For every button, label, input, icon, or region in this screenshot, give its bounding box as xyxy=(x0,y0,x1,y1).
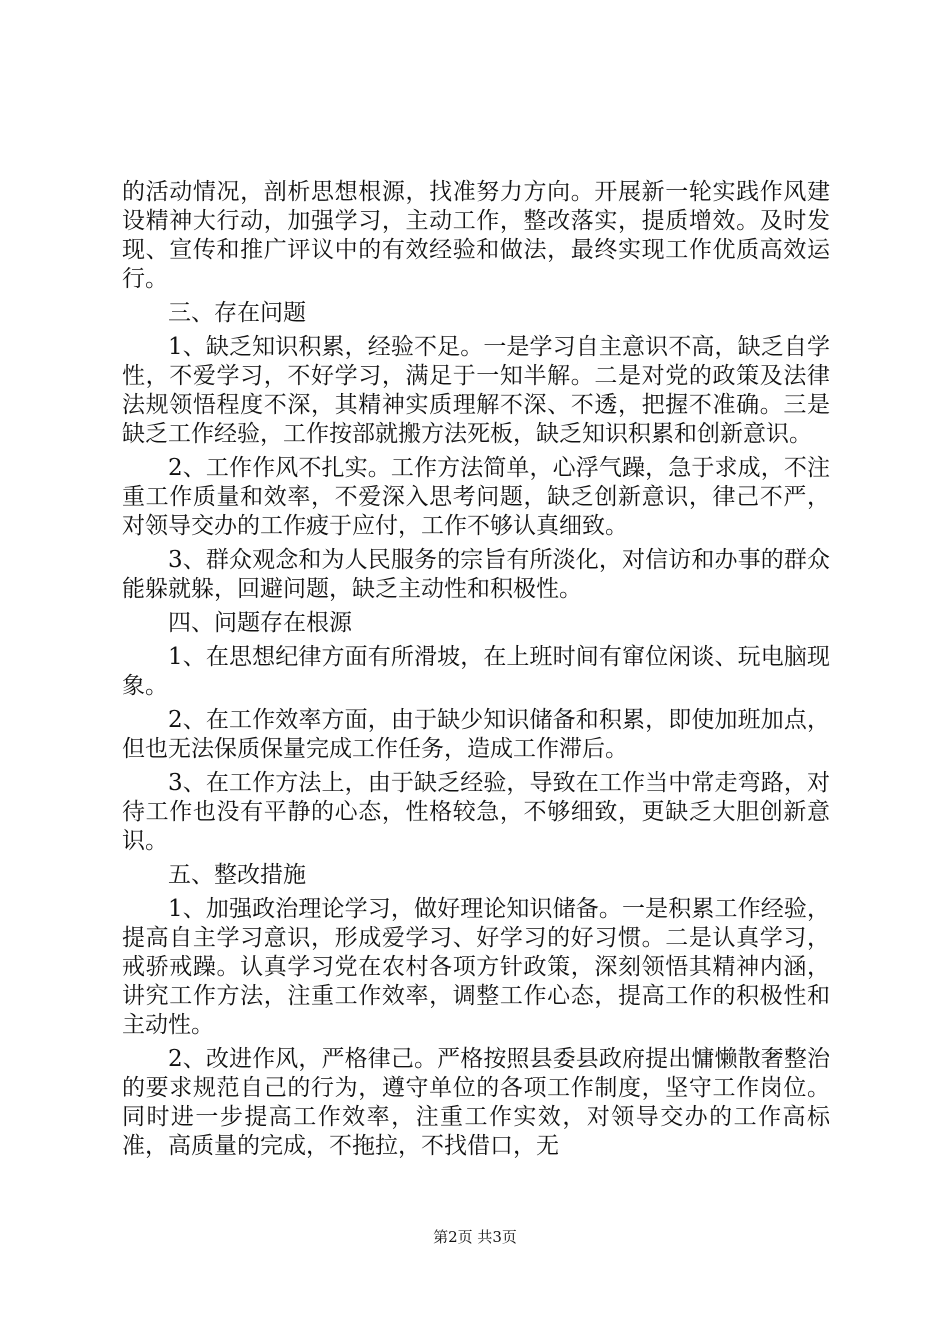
paragraph-problem-2: 2、工作作风不扎实。工作方法简单，心浮气躁，急于求成，不注重工作质量和效率，不爱深入思考问题，缺乏创新意识，律己不严，对领导交办的工作疲于应付，工作不够认真细致。 xyxy=(122,455,830,539)
paragraph-problem-3: 3、群众观念和为人民服务的宗旨有所淡化，对信访和办事的群众能躲就躲，回避问题，缺乏主动性和积极性。 xyxy=(122,547,830,602)
paragraph-cause-3: 3、在工作方法上，由于缺乏经验，导致在工作当中常走弯路，对待工作也没有平静的心态，性格较急，不够细致，更缺乏大胆创新意识。 xyxy=(122,770,830,854)
section-heading-problems: 三、存在问题 xyxy=(168,300,306,326)
section-heading-measures: 五、整改措施 xyxy=(168,862,306,888)
paragraph-cause-1: 1、在思想纪律方面有所滑坡，在上班时间有窜位闲谈、玩电脑现象。 xyxy=(122,644,830,699)
paragraph-problem-1: 1、缺乏知识积累，经验不足。一是学习自主意识不高，缺乏自学性，不爱学习，不好学习，满足于一知半解。二是对党的政策及法律法规领悟程度不深，其精神实质理解不深、不透，把握不准确。三是缺乏工作经验，工作按部就搬方法死板，缺乏知识积累和创新意识。 xyxy=(122,334,830,447)
section-heading-root-causes: 四、问题存在根源 xyxy=(168,610,352,636)
paragraph-continuation: 的活动情况，剖析思想根源，找准努力方向。开展新一轮实践作风建设精神大行动，加强学习，主动工作，整改落实，提质增效。及时发现、宣传和推广评议中的有效经验和做法，最终实现工作优质高效运行。 xyxy=(122,179,830,292)
paragraph-measure-2: 2、改进作风，严格律己。严格按照县委县政府提出慵懒散奢整治的要求规范自己的行为，遵守单位的各项工作制度，坚守工作岗位。同时进一步提高工作效率，注重工作实效，对领导交办的工作高标准，高质量的完成，不拖拉，不找借口，无 xyxy=(122,1046,830,1159)
paragraph-measure-1: 1、加强政治理论学习，做好理论知识储备。一是积累工作经验，提高自主学习意识，形成爱学习、好学习的好习惯。二是认真学习，戒骄戒躁。认真学习党在农村各项方针政策，深刻领悟其精神内涵，讲究工作方法，注重工作效率，调整工作心态，提高工作的积极性和主动性。 xyxy=(122,896,830,1038)
document-body xyxy=(122,178,830,1166)
page-footer: 第2页 共3页 xyxy=(433,1228,517,1246)
paragraph-cause-2: 2、在工作效率方面，由于缺少知识储备和积累，即使加班加点，但也无法保质保量完成工作任务，造成工作滞后。 xyxy=(122,707,830,762)
